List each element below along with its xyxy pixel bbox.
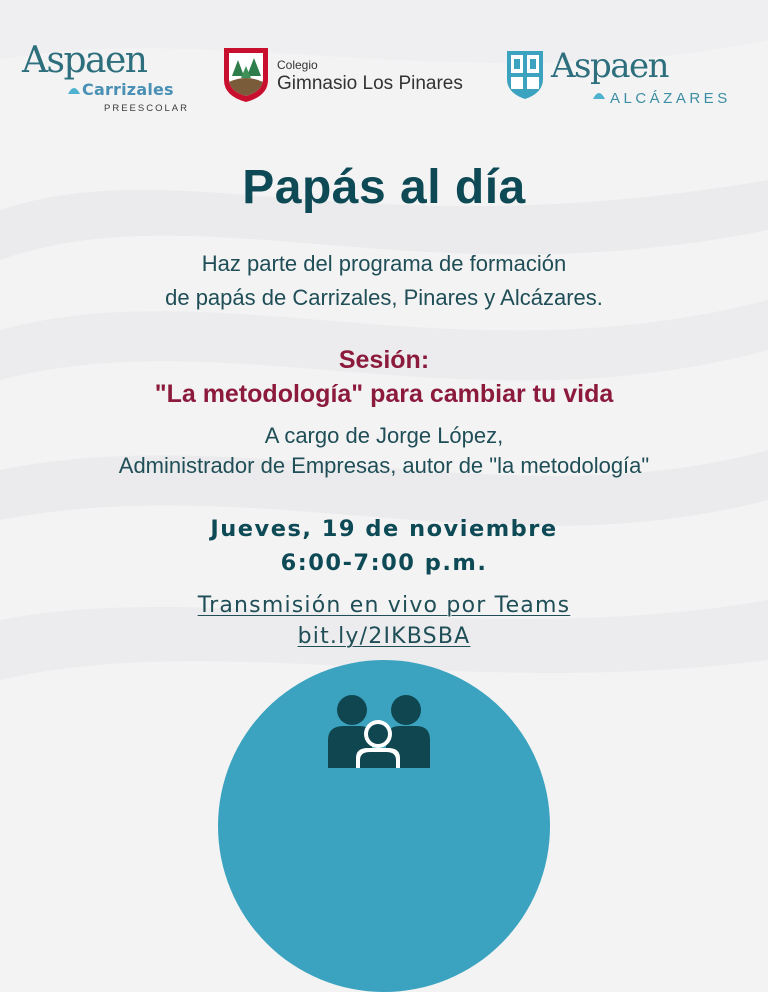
intro-line-1: Haz parte del programa de formación <box>201 251 567 276</box>
logo-brand-text-2: Aspaen <box>551 46 669 86</box>
session-block <box>0 343 768 411</box>
intro-text <box>0 247 768 315</box>
speaker-line-2: Administrador de Empresas, autor de "la metodología" <box>118 453 650 478</box>
logo-preescolar-text: PREESCOLAR <box>104 103 189 114</box>
schedule-block <box>0 512 768 580</box>
alcazares-shield-icon <box>505 49 545 101</box>
speaker-block <box>0 421 768 481</box>
logo-carrizales-text: Carrizales <box>82 80 174 99</box>
page-title: Papás al día <box>242 161 526 214</box>
family-icon <box>322 688 446 768</box>
broadcast-block <box>0 590 768 652</box>
broadcast-url-link[interactable]: bit.ly/2IKBSBA <box>297 624 471 649</box>
event-time: 6:00-7:00 p.m. <box>280 550 488 576</box>
logo-colegio-text: Colegio <box>277 58 318 72</box>
drop-icon-2 <box>593 91 605 99</box>
logo-pinares-text: Gimnasio Los Pinares <box>277 73 463 94</box>
logo-aspaen-alcazares <box>505 46 755 111</box>
logo-aspaen-carrizales <box>22 40 192 120</box>
logo-alcazares-text: ALCÁZARES <box>610 90 731 107</box>
session-name: "La metodología" para cambiar tu vida <box>154 380 614 408</box>
intro-line-2: de papás de Carrizales, Pinares y Alcázares. <box>165 285 603 310</box>
pinares-shield-icon <box>222 46 270 104</box>
broadcast-text-link[interactable]: Transmisión en vivo por Teams <box>197 593 571 618</box>
event-date: Jueves, 19 de noviembre <box>210 516 558 542</box>
session-label: Sesión: <box>338 346 430 374</box>
logo-gimnasio-los-pinares <box>222 46 482 108</box>
logo-brand-text: Aspaen <box>22 40 147 81</box>
speaker-line-1: A cargo de Jorge López, <box>264 423 504 448</box>
drop-icon <box>68 86 80 94</box>
